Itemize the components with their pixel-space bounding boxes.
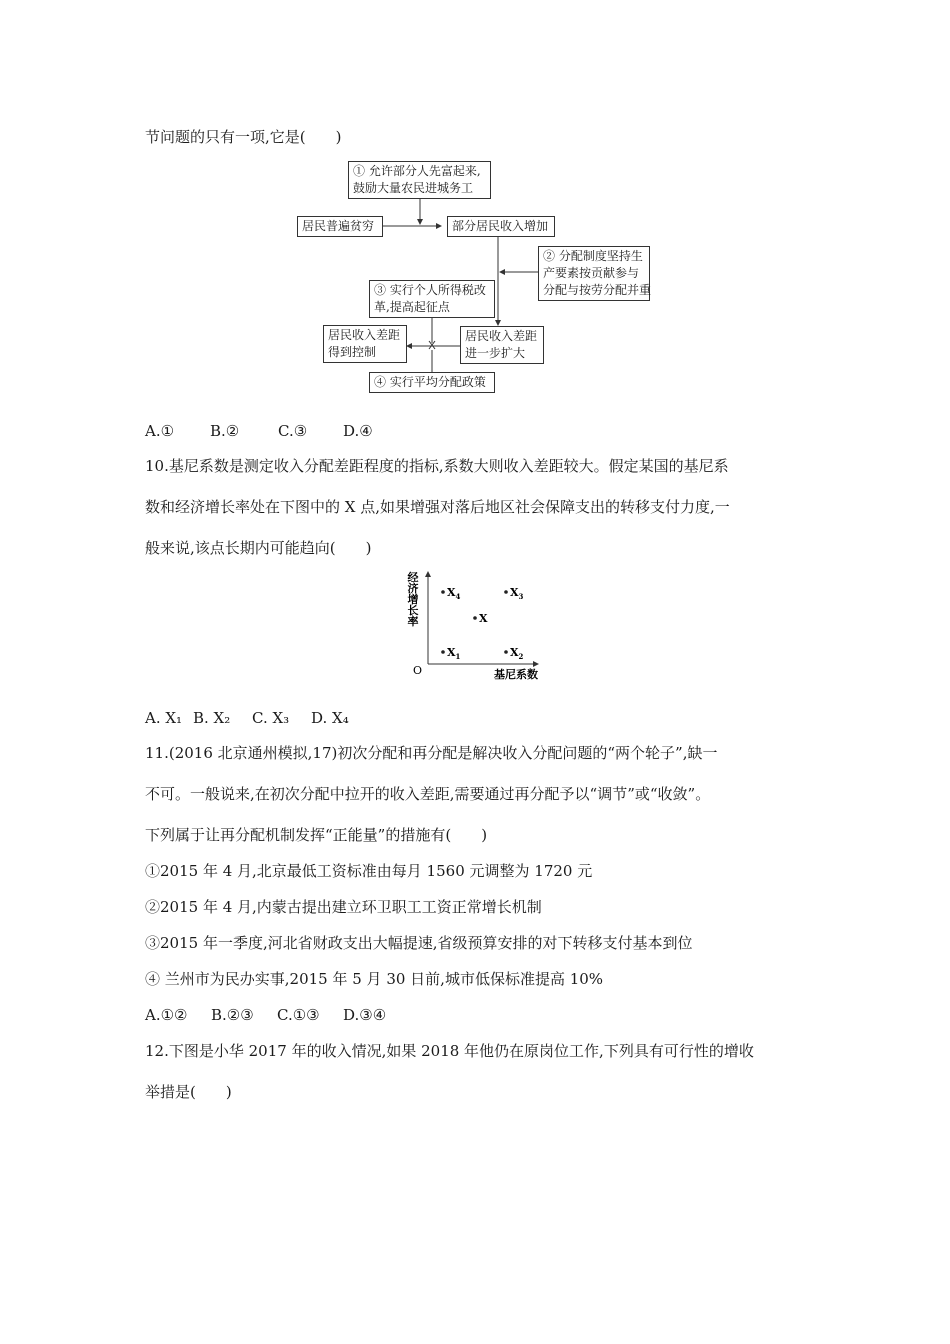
fc-box-1-line-2: 鼓励大量农民进城务工 bbox=[353, 181, 474, 195]
q12-line-1: 12.下图是小华 2017 年的收入情况,如果 2018 年他仍在原岗位工作,下列具有可行性的增收 bbox=[145, 1042, 754, 1060]
point-dot-3 bbox=[504, 590, 508, 594]
q11-option-c: C.①③ bbox=[277, 1006, 320, 1024]
q9-option-b: B.② bbox=[210, 422, 240, 440]
x-axis-label: 基尼系数 bbox=[494, 668, 538, 681]
fc-box-widen-line-2: 进一步扩大 bbox=[465, 346, 526, 360]
fc-box-2-line-3: 分配与按劳分配并重 bbox=[543, 283, 652, 297]
fc-box-widen-line-1: 居民收入差距 bbox=[465, 329, 538, 343]
fc-box-poor: 居民普遍贫穷 bbox=[297, 216, 383, 237]
point-dot-2 bbox=[504, 650, 508, 654]
q9-intro: 节问题的只有一项,它是( ) bbox=[145, 128, 342, 146]
fc-box-4: ④ 实行平均分配政策 bbox=[369, 372, 495, 393]
point-label-x: X bbox=[479, 612, 488, 625]
point-label-2: $X_2$ bbox=[510, 646, 524, 661]
q9-option-a: A.① bbox=[145, 422, 175, 440]
fc-box-1-line-1: ① 允许部分人先富起来, bbox=[353, 164, 481, 178]
fc-box-3-line-2: 革,提高起征点 bbox=[374, 300, 450, 314]
fc-box-increase: 部分居民收入增加 bbox=[447, 216, 555, 237]
fc-box-3-line-1: ③ 实行个人所得税改 bbox=[374, 283, 486, 297]
q10-line-2: 数和经济增长率处在下图中的 X 点,如果增强对落后地区社会保障支出的转移支付力度,一 bbox=[145, 498, 730, 516]
q10-option-a: A. X₁ bbox=[145, 709, 183, 727]
origin-label: O bbox=[412, 664, 422, 677]
q11-option-b: B.②③ bbox=[211, 1006, 254, 1024]
q11-option-a: A.①② bbox=[145, 1006, 188, 1024]
q11-statement-4: ④ 兰州市为民办实事,2015 年 5 月 30 日前,城市低保标准提高 10% bbox=[145, 970, 604, 988]
q12-line-2: 举措是( ) bbox=[145, 1083, 232, 1101]
q11-statement-3: ③2015 年一季度,河北省财政支出大幅提速,省级预算安排的对下转移支付基本到位 bbox=[145, 934, 693, 952]
point-dot-4 bbox=[441, 590, 445, 594]
q11-statement-2: ②2015 年 4 月,内蒙古提出建立环卫职工工资正常增长机制 bbox=[145, 898, 542, 916]
point-label-4: $X_4$ bbox=[447, 586, 461, 601]
chart-points bbox=[441, 586, 523, 661]
q9-option-d: D.④ bbox=[343, 422, 373, 440]
q10-line-3: 般来说,该点长期内可能趋向( ) bbox=[145, 539, 372, 557]
fc-box-controlled-line-2: 得到控制 bbox=[328, 345, 377, 359]
fc-box-2-line-2: 产要素按贡献参与 bbox=[543, 266, 640, 280]
q10-option-d: D. X₄ bbox=[311, 709, 349, 727]
q11-line-1: 11.(2016 北京通州模拟,17)初次分配和再分配是解决收入分配问题的“两个轮子”,缺一 bbox=[145, 744, 718, 762]
q10-options bbox=[145, 708, 349, 728]
point-label-3: $X_3$ bbox=[510, 586, 524, 601]
y-axis-label-text: 经济增长率 bbox=[407, 571, 419, 628]
q11-statement-1: ①2015 年 4 月,北京最低工资标准由每月 1560 元调整为 1720 元 bbox=[145, 862, 593, 880]
q11-options bbox=[145, 1005, 386, 1025]
q11-option-d: D.③④ bbox=[343, 1006, 387, 1024]
q10-option-b: B. X₂ bbox=[193, 709, 231, 727]
point-dot-1 bbox=[441, 650, 445, 654]
point-dot-x bbox=[473, 616, 477, 620]
q11-line-3: 下列属于让再分配机制发挥“正能量”的措施有( ) bbox=[145, 826, 488, 844]
q10-option-c: C. X₃ bbox=[252, 709, 290, 727]
q10-line-1: 10.基尼系数是测定收入分配差距程度的指标,系数大则收入差距较大。假定某国的基尼系 bbox=[145, 457, 729, 475]
point-label-1: $X_1$ bbox=[447, 646, 461, 661]
y-axis-label bbox=[408, 570, 419, 628]
q9-option-c: C.③ bbox=[278, 422, 308, 440]
fc-box-2-line-1: ② 分配制度坚持生 bbox=[543, 249, 643, 263]
fc-box-controlled-line-1: 居民收入差距 bbox=[328, 328, 401, 342]
q11-line-2: 不可。一般说来,在初次分配中拉开的收入差距,需要通过再分配予以“调节”或“收敛”。 bbox=[145, 785, 711, 803]
